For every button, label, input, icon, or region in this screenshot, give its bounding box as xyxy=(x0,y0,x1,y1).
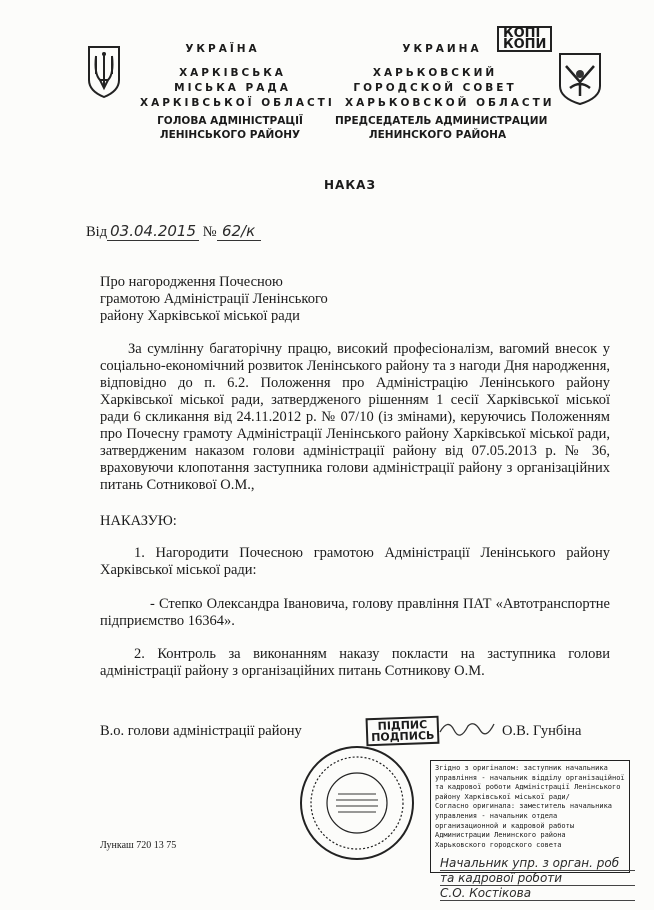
handwritten-signature xyxy=(438,716,496,738)
handwritten-number: 62/к xyxy=(217,223,261,241)
handwritten-date: 03.04.2015 xyxy=(107,223,199,241)
header-right-country: УКРАИНА xyxy=(402,43,482,55)
signature-stamp: ПІДПИС ПОДПИСЬ xyxy=(366,716,440,747)
certification-box: Згідно з оригіналом: заступник начальника управління - начальник відділу організаційної та кадрової роботи Адміністрації Ленінського району Харківської міської ради/ Согласно оригинала: заместитель начальника управления - начальник отдела организационной и кадровой работы Администрации Ленинского района Харьковского городского совета xyxy=(430,760,630,873)
awardee-line: - Степко Олександра Івановича, голову правління ПАТ «Автотранспортне підприємство 16364». xyxy=(100,596,610,629)
certification-handwriting: Начальник упр. з орган. роб та кадрової роботи С.О. Костікова xyxy=(440,856,635,901)
date-prefix: Від xyxy=(86,224,108,240)
executor-note: Лункаш 720 13 75 xyxy=(100,840,177,851)
header-left-country: УКРАЇНА xyxy=(185,43,260,55)
order-word: НАКАЗУЮ: xyxy=(100,513,177,529)
header-right-org: ХАРЬКОВСКИЙ ГОРОДСКОЙ СОВЕТ ХАРЬКОВСКОЙ ОБЛАСТИ xyxy=(345,67,555,109)
number-prefix: № xyxy=(202,224,217,240)
header-right-position: ПРЕДСЕДАТЕЛЬ АДМИНИСТРАЦИИ ЛЕНИНСКОГО РАЙОНА xyxy=(335,115,548,141)
order-item-2: 2. Контроль за виконанням наказу покласти на заступника голови адміністрації району з організаційних питань Сотникову О.М. xyxy=(100,646,610,679)
header-left-org: ХАРКІВСЬКА МІСЬКА РАДА ХАРКІВСЬКОЇ ОБЛАСТІ xyxy=(140,67,335,109)
round-official-seal xyxy=(298,744,416,862)
order-subject: Про нагородження Почесною грамотою Адміністрації Ленінського району Харківської міської ради xyxy=(100,274,328,324)
document-title: НАКАЗ xyxy=(324,178,376,192)
date-number-line xyxy=(86,223,261,241)
order-item-1: 1. Нагородити Почесною грамотою Адміністрації Ленінського району Харківської міської ради: xyxy=(100,545,610,578)
copy-stamp: КОПІ КОПИ xyxy=(497,26,552,52)
signatory-name: О.В. Гунбіна xyxy=(502,723,582,739)
kharkiv-coat-of-arms xyxy=(558,52,602,106)
order-preamble: За сумлінну багаторічну працю, високий професіоналізм, вагомий внесок у соціально-економічний розвиток Ленінського району та з нагоди Дня народження, відповідно до п. 6.2. Положення про Адміністрацію Ленінського району Харківської міської ради, затвердженого рішенням 1 сесії Харківської міської ради 6 скликання від 24.11.2012 р. № 07/10 (із змінами), керуючись Положенням про Почесну грамоту Адміністрації Ленінського району Харківської міської ради, затвердженим наказом голови адміністрації району від 07.05.2013 р. № 36, враховуючи клопотання заступника голови адміністрації району з організаційних питань Сотникової О.М., xyxy=(100,341,610,493)
ukraine-trident-emblem xyxy=(86,44,122,99)
header-left-position: ГОЛОВА АДМІНІСТРАЦІЇ ЛЕНІНСЬКОГО РАЙОНУ xyxy=(157,115,303,141)
signatory-position: В.о. голови адміністрації району xyxy=(100,723,302,739)
